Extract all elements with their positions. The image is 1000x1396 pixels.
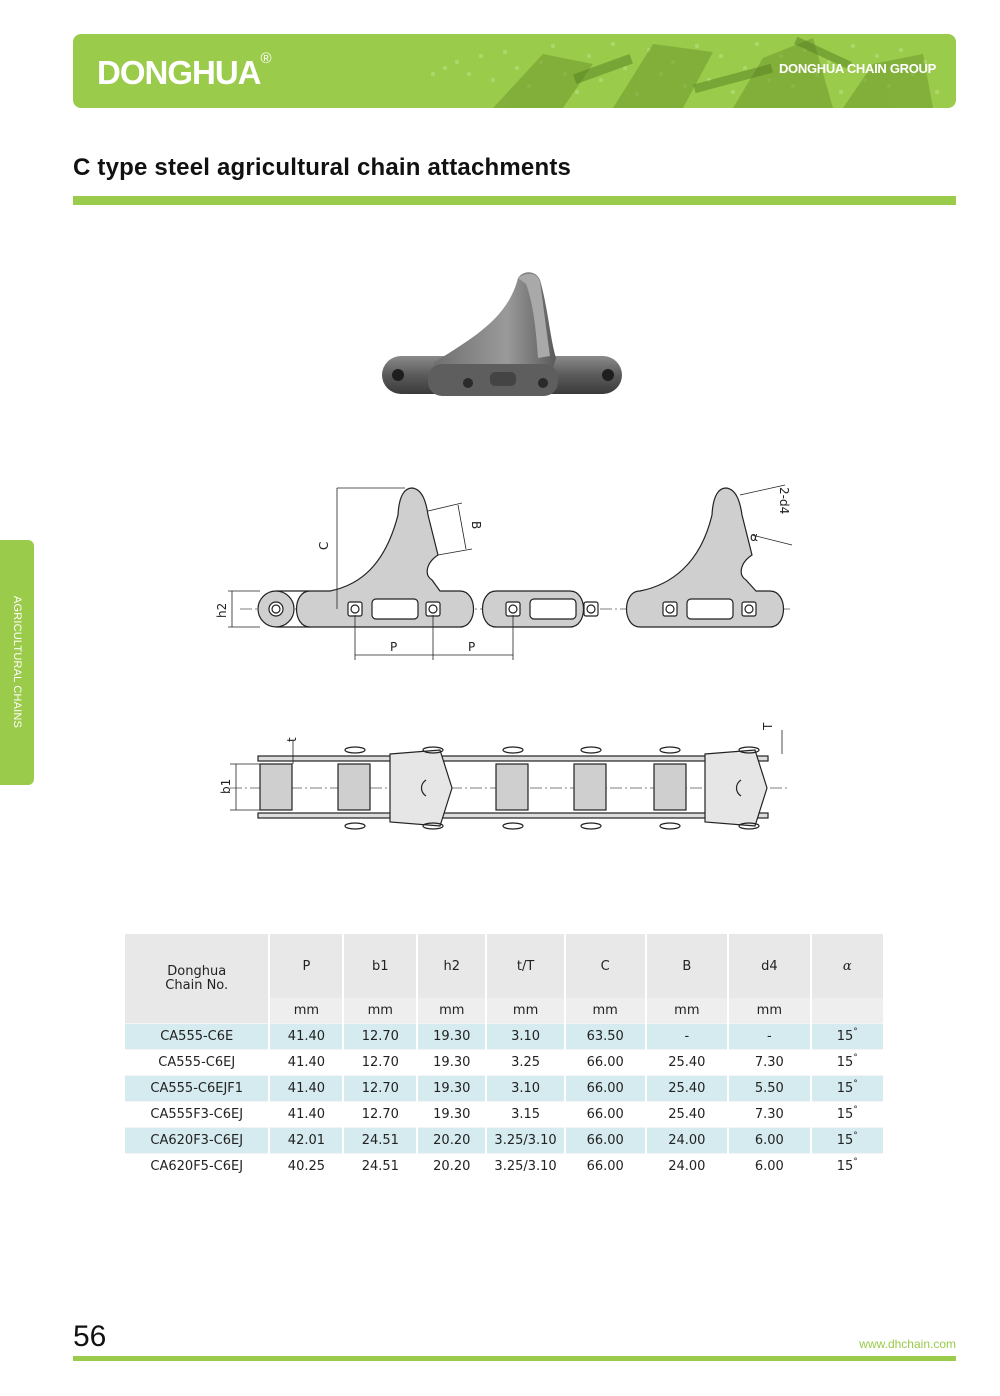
table-row	[125, 1154, 883, 1180]
dim-c-label: C	[317, 541, 331, 550]
title-divider	[73, 196, 956, 205]
unit-b1: mm	[343, 998, 417, 1024]
cell-b1: 12.70	[343, 1076, 417, 1102]
cell-c: 66.00	[565, 1154, 646, 1180]
cell-b: 25.40	[646, 1076, 729, 1102]
page-title: C type steel agricultural chain attachments	[73, 154, 572, 181]
cell-c: 66.00	[565, 1128, 646, 1154]
cell-d4: 7.30	[728, 1050, 810, 1076]
cell-alpha: 15°	[811, 1050, 883, 1076]
cell-d4: 7.30	[728, 1102, 810, 1128]
cell-c: 66.00	[565, 1050, 646, 1076]
table-row	[125, 1076, 883, 1102]
cell-h2: 19.30	[417, 1076, 486, 1102]
cell-h2: 19.30	[417, 1102, 486, 1128]
dim-b1-label: b1	[219, 778, 233, 794]
section-tab	[0, 540, 34, 785]
cell-b1: 12.70	[343, 1024, 417, 1050]
col-b: B	[646, 934, 729, 998]
table-row	[125, 1128, 883, 1154]
unit-b: mm	[646, 998, 729, 1024]
cell-b1: 12.70	[343, 1050, 417, 1076]
cell-h2: 20.20	[417, 1128, 486, 1154]
top-view-drawing	[200, 720, 800, 845]
cell-b: 25.40	[646, 1050, 729, 1076]
cell-p: 41.40	[269, 1024, 343, 1050]
footer-divider	[73, 1356, 956, 1361]
dim-b-label: B	[469, 521, 483, 530]
cell-tT: 3.25/3.10	[486, 1154, 565, 1180]
cell-tT: 3.25	[486, 1050, 565, 1076]
cell-c: 66.00	[565, 1102, 646, 1128]
table-header-row	[125, 934, 883, 998]
cell-alpha: 15°	[811, 1024, 883, 1050]
cell-alpha: 15°	[811, 1102, 883, 1128]
cell-p: 41.40	[269, 1102, 343, 1128]
cell-d4: 5.50	[728, 1076, 810, 1102]
table-row	[125, 1024, 883, 1050]
cell-alpha: 15°	[811, 1154, 883, 1180]
cell-d4: -	[728, 1024, 810, 1050]
unit-alpha	[811, 998, 883, 1024]
website-url: www.dhchain.com	[859, 1337, 956, 1351]
page-number: 56	[73, 1320, 107, 1353]
unit-p: mm	[269, 998, 343, 1024]
unit-c: mm	[565, 998, 646, 1024]
col-d4: d4	[728, 934, 810, 998]
side-view-drawing	[200, 475, 800, 675]
cell-b1: 12.70	[343, 1102, 417, 1128]
cell-p: 40.25	[269, 1154, 343, 1180]
header-banner	[73, 34, 956, 108]
cell-p: 41.40	[269, 1076, 343, 1102]
col-b1: b1	[343, 934, 417, 998]
cell-chain-no: CA555F3-C6EJ	[125, 1102, 269, 1128]
cell-p: 41.40	[269, 1050, 343, 1076]
col-c: C	[565, 934, 646, 998]
product-photo	[378, 268, 628, 403]
section-tab-label: AGRICULTURAL CHAINS	[11, 595, 23, 729]
table-row	[125, 1102, 883, 1128]
col-h2: h2	[417, 934, 486, 998]
dim-h2-label: h2	[215, 602, 229, 618]
cell-h2: 19.30	[417, 1024, 486, 1050]
cell-h2: 20.20	[417, 1154, 486, 1180]
cell-b1: 24.51	[343, 1154, 417, 1180]
cell-tT: 3.25/3.10	[486, 1128, 565, 1154]
unit-h2: mm	[417, 998, 486, 1024]
dim-pitch-1-label: P	[390, 640, 398, 654]
cell-d4: 6.00	[728, 1154, 810, 1180]
cell-tT: 3.15	[486, 1102, 565, 1128]
dim-d4-label: 2-d4	[777, 487, 791, 515]
spec-table	[125, 934, 883, 1179]
dim-alpha-label: α	[750, 530, 758, 544]
brand-logo: DONGHUA®	[97, 50, 272, 91]
cell-b: 24.00	[646, 1128, 729, 1154]
cell-alpha: 15°	[811, 1076, 883, 1102]
cell-chain-no: CA555-C6E	[125, 1024, 269, 1050]
cell-b1: 24.51	[343, 1128, 417, 1154]
cell-p: 42.01	[269, 1128, 343, 1154]
dim-T-label: T	[761, 722, 775, 730]
dim-t-label: t	[285, 737, 299, 742]
unit-tT: mm	[486, 998, 565, 1024]
table-row	[125, 1050, 883, 1076]
cell-chain-no: CA620F3-C6EJ	[125, 1128, 269, 1154]
cell-b: 24.00	[646, 1154, 729, 1180]
group-name: DONGHUA CHAIN GROUP	[778, 61, 936, 76]
dim-pitch-2-label: P	[468, 640, 476, 654]
cell-c: 63.50	[565, 1024, 646, 1050]
col-tT: t/T	[486, 934, 565, 998]
col-chain-no: Donghua Chain No.	[125, 934, 269, 1024]
cell-chain-no: CA555-C6EJ	[125, 1050, 269, 1076]
cell-tT: 3.10	[486, 1076, 565, 1102]
cell-chain-no: CA555-C6EJF1	[125, 1076, 269, 1102]
cell-tT: 3.10	[486, 1024, 565, 1050]
cell-b: -	[646, 1024, 729, 1050]
cell-alpha: 15°	[811, 1128, 883, 1154]
cell-d4: 6.00	[728, 1128, 810, 1154]
cell-c: 66.00	[565, 1076, 646, 1102]
col-p: P	[269, 934, 343, 998]
cell-b: 25.40	[646, 1102, 729, 1128]
col-alpha: α	[811, 934, 883, 998]
cell-chain-no: CA620F5-C6EJ	[125, 1154, 269, 1180]
cell-h2: 19.30	[417, 1050, 486, 1076]
unit-d4: mm	[728, 998, 810, 1024]
